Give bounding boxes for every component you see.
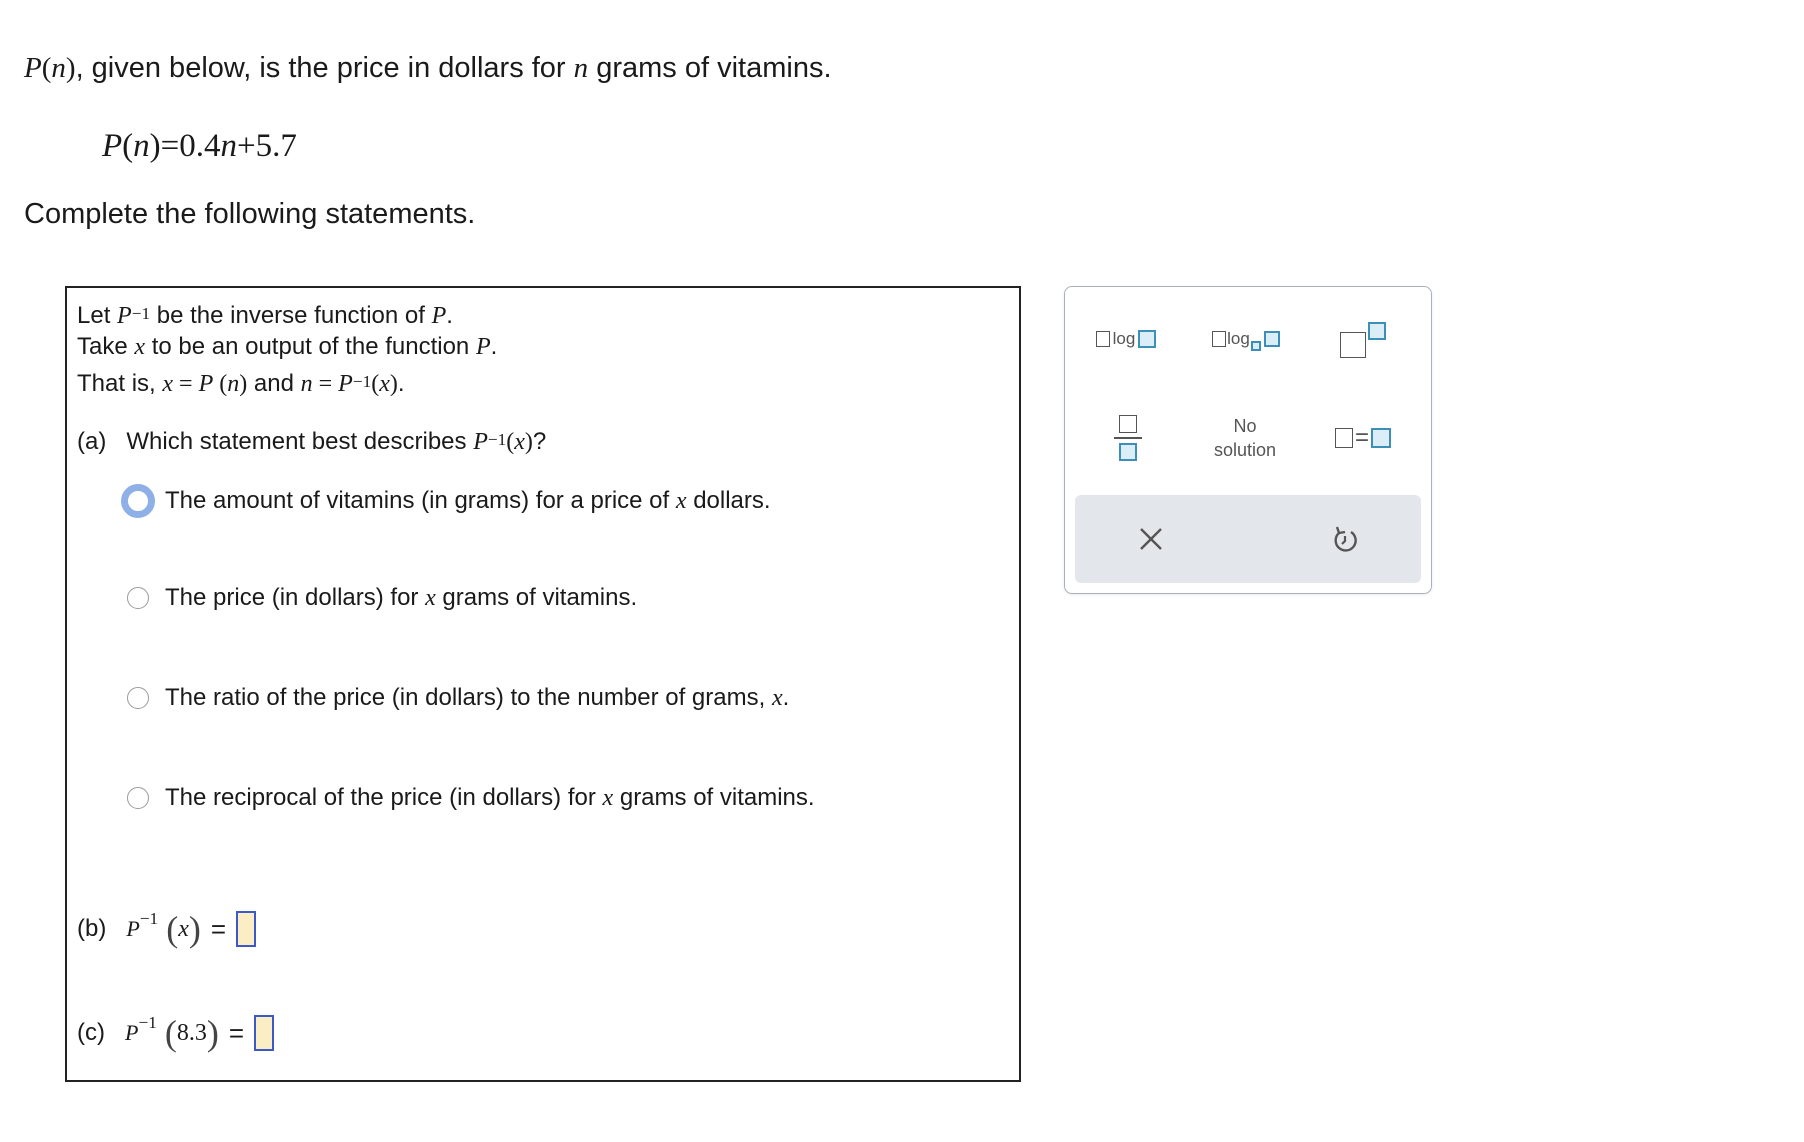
- placeholder-icon: [1138, 330, 1156, 348]
- superscript-icon: [1368, 322, 1386, 340]
- fraction-bar: [1114, 437, 1142, 439]
- base-placeholder-icon: [1251, 341, 1261, 351]
- undo-icon: [1331, 524, 1359, 554]
- placeholder-icon: [1264, 331, 1280, 347]
- part-a-label: (a): [77, 428, 107, 455]
- placeholder-icon: [1096, 331, 1110, 347]
- part-c-label: (c): [77, 1019, 105, 1046]
- part-b-label: (b): [77, 915, 107, 942]
- radio-button[interactable]: [127, 687, 149, 709]
- log-button[interactable]: log: [1083, 325, 1169, 353]
- math-palette: [1064, 286, 1432, 594]
- intro-var2: n: [573, 52, 589, 84]
- log-base-button[interactable]: log: [1203, 325, 1289, 353]
- setup-line-1: Let $P^{-1}$ be the inverse function of P.: [77, 302, 453, 329]
- formula-var: n: [133, 128, 150, 164]
- setup-line-2: Take x to be an output of the function P.: [77, 333, 498, 360]
- formula-rhs: =0.4: [160, 128, 221, 164]
- equals-button[interactable]: =: [1327, 423, 1399, 453]
- undo-button[interactable]: [1325, 519, 1365, 559]
- option-a-2[interactable]: The price (in dollars) for x grams of vitamins.: [127, 584, 637, 612]
- radio-button[interactable]: [127, 787, 149, 809]
- problem-intro: P(n), given below, is the price in dollars for n grams of vitamins.: [24, 52, 832, 84]
- option-a-1[interactable]: The amount of vitamins (in grams) for a price of x dollars.: [127, 484, 771, 518]
- formula-rhs-tail: +5.7: [237, 128, 297, 164]
- close-icon: [1138, 526, 1164, 552]
- answer-input-c[interactable]: [254, 1015, 274, 1051]
- radio-button[interactable]: [121, 484, 155, 518]
- price-formula: P(n)=0.4n+5.7: [102, 128, 297, 164]
- option-a-3[interactable]: The ratio of the price (in dollars) to the number of grams, x .: [127, 684, 789, 712]
- question-box: [65, 286, 1021, 1082]
- part-b: (b) P $^{-1}$ ( x ) =: [77, 908, 256, 950]
- base-icon: [1340, 332, 1366, 358]
- intro-text-1: , given below, is the price in dollars for: [75, 52, 574, 84]
- intro-func: P: [24, 52, 42, 84]
- intro-var: n: [51, 52, 66, 84]
- setup-line-3: That is, x = P (n) and $n = P^{-1}(x)$.: [77, 370, 405, 397]
- clear-button[interactable]: [1131, 519, 1171, 559]
- fraction-button[interactable]: [1113, 409, 1143, 467]
- option-a-4[interactable]: The reciprocal of the price (in dollars) for x grams of vitamins.: [127, 784, 815, 812]
- radio-button[interactable]: [127, 587, 149, 609]
- answer-input-b[interactable]: [236, 911, 256, 947]
- numerator-icon: [1119, 415, 1137, 433]
- part-a-question: (a) Which statement best describes $P^{-1}(x)$?: [77, 428, 547, 455]
- intro-text-2: grams of vitamins.: [588, 52, 832, 84]
- palette-action-bar: [1075, 495, 1421, 583]
- formula-rhs-var: n: [220, 128, 238, 164]
- placeholder-icon: [1335, 428, 1353, 448]
- part-c: (c) P $^{-1}$ ( 8.3 ) =: [77, 1012, 274, 1054]
- denominator-icon: [1119, 443, 1137, 461]
- placeholder-icon: [1212, 331, 1226, 347]
- no-solution-button[interactable]: No solution: [1213, 416, 1277, 460]
- instructions: Complete the following statements.: [24, 198, 476, 230]
- placeholder-icon: [1371, 428, 1391, 448]
- exponent-button[interactable]: [1333, 317, 1393, 361]
- formula-lhs: P: [102, 128, 123, 164]
